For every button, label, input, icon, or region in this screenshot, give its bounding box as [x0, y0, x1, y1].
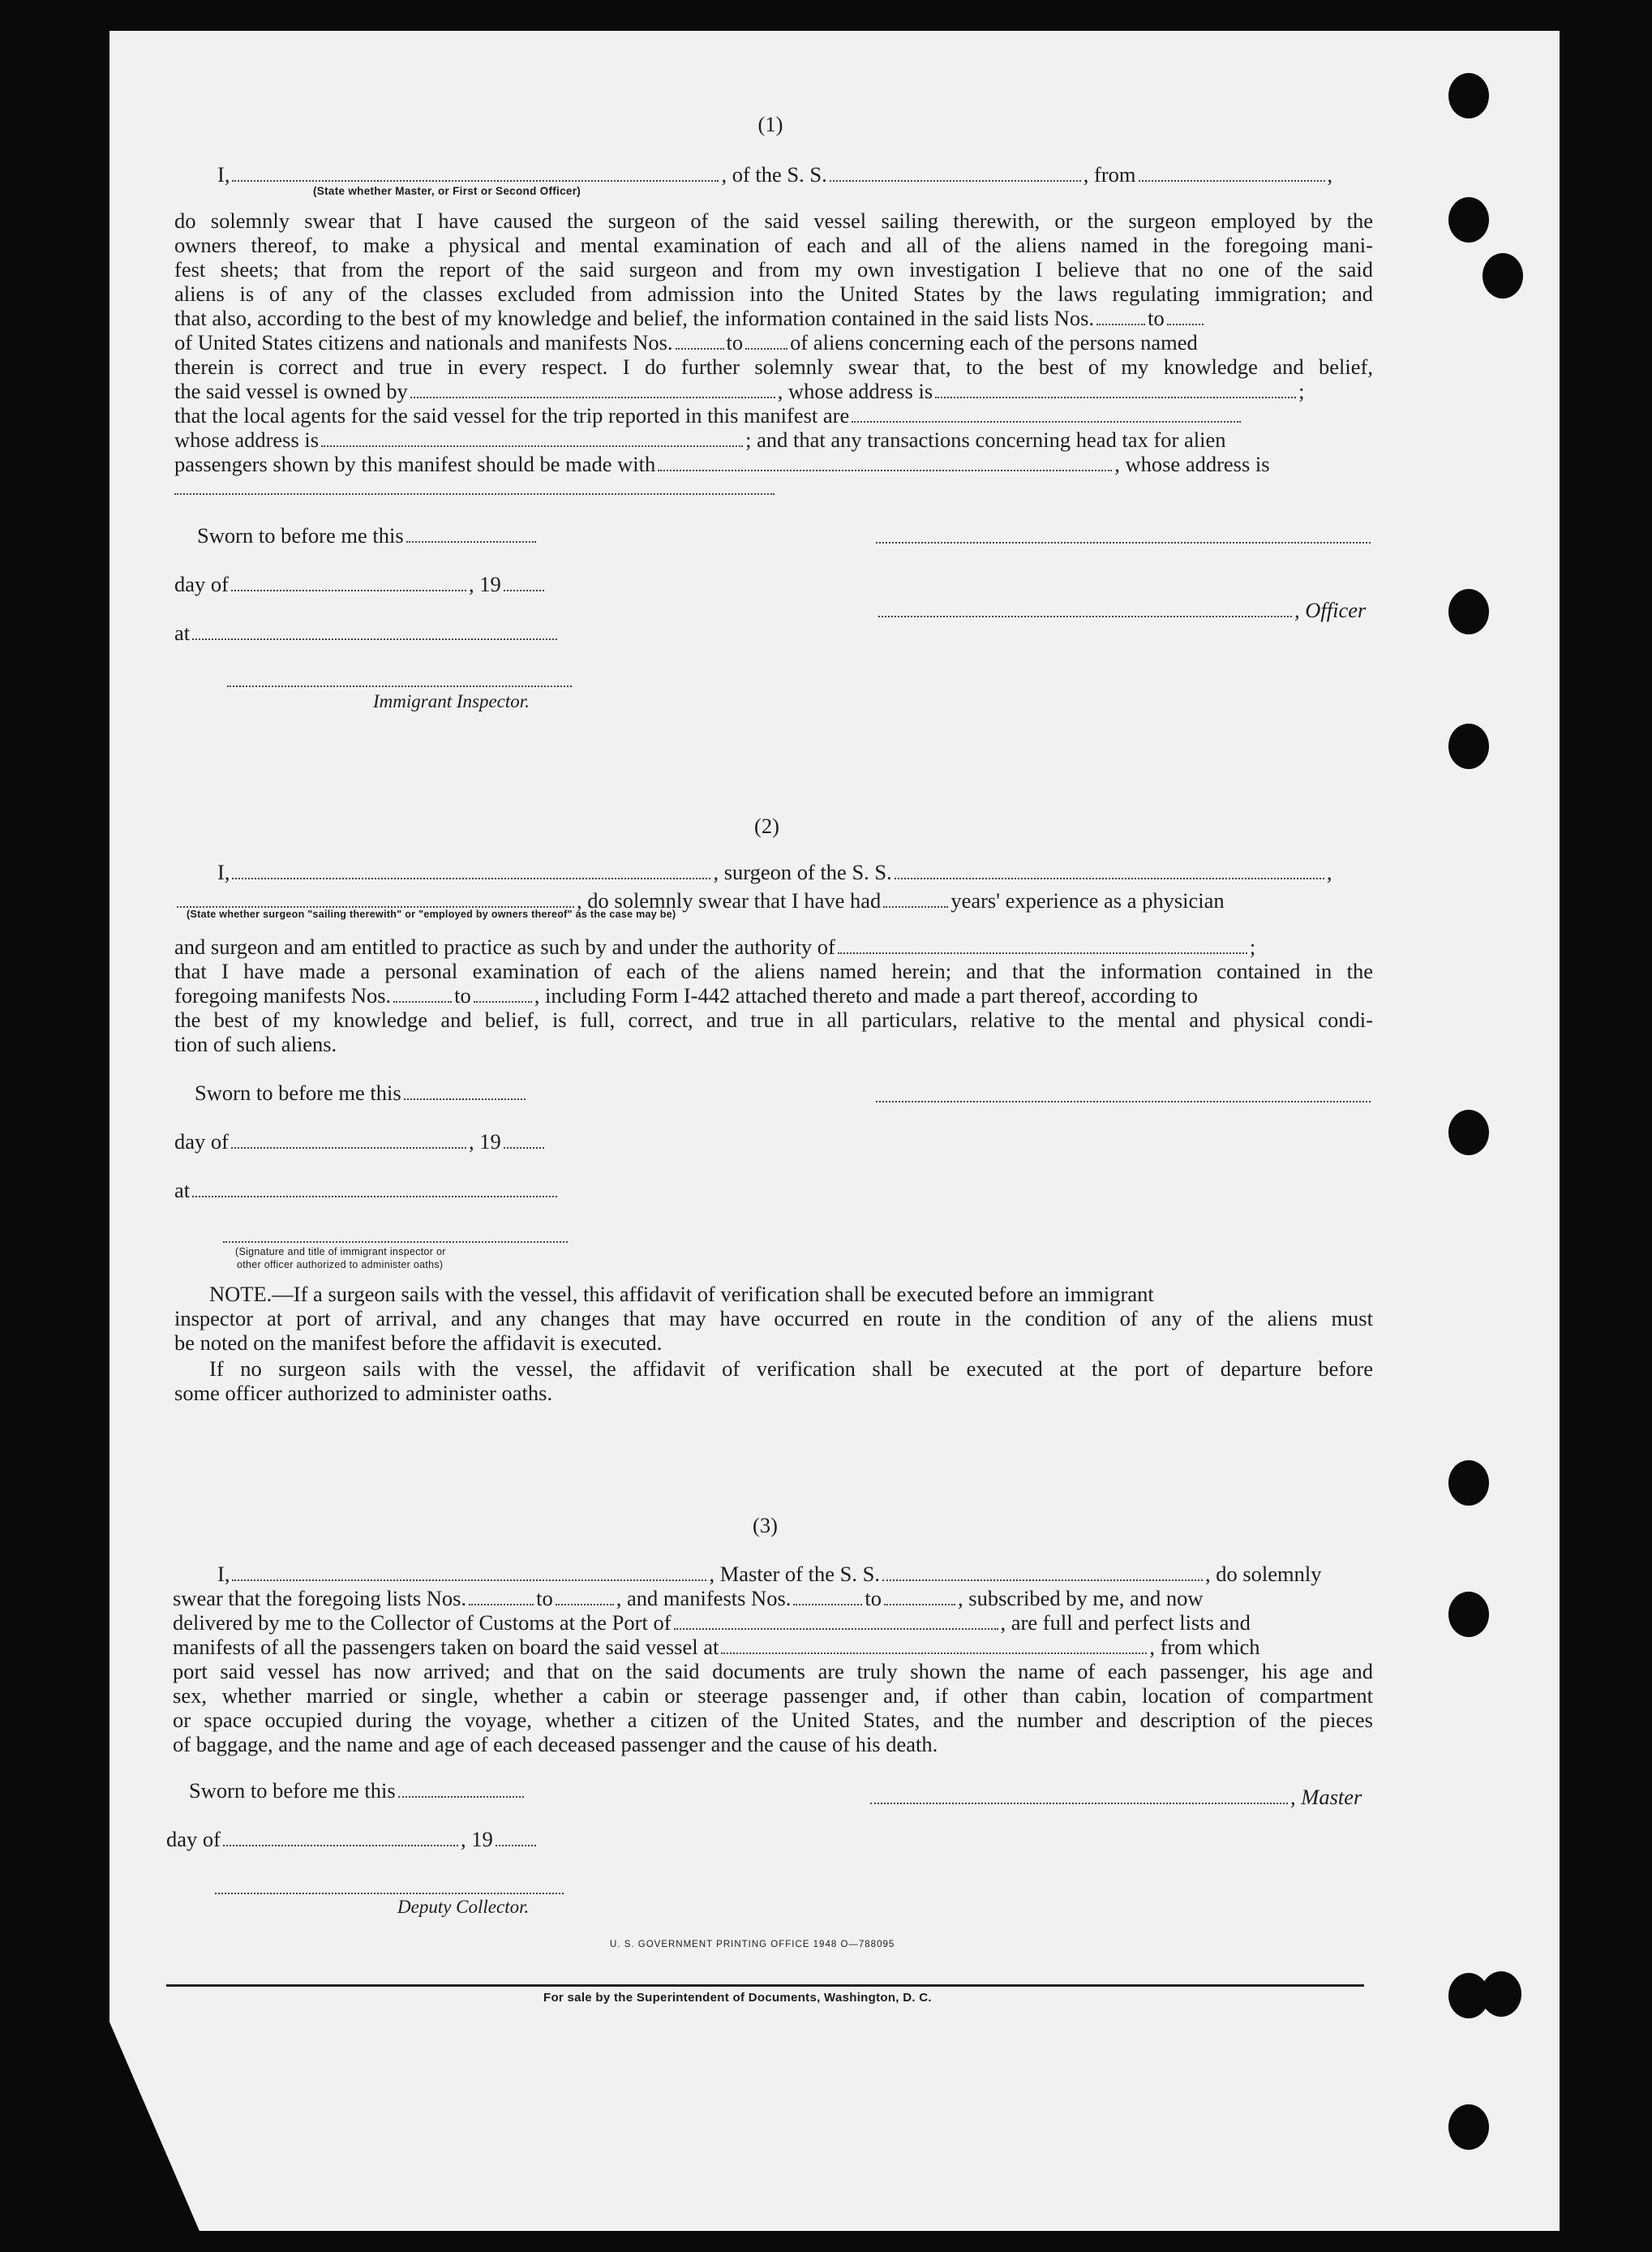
day-label: day of , 19 — [174, 1129, 547, 1154]
sec2-para-line: and surgeon and am entitled to practice as such by and under the authority of ; — [174, 935, 1256, 959]
sec3-para-line: or space occupied during the voyage, whether a citizen of the United States, and the number and description of the pieces — [173, 1708, 1373, 1732]
sec2-para-line: the best of my knowledge and belief, is full, correct, and true in all particulars, relative to the mental and physical condi- — [174, 1008, 1373, 1032]
printing-office-line: U. S. GOVERNMENT PRINTING OFFICE 1948 O—788095 — [610, 1940, 895, 1949]
address-line — [174, 493, 775, 495]
sec1-para-line: do solemnly swear that I have caused the surgeon of the said vessel sailing therewith, or the surgeon employed by the — [174, 208, 1373, 233]
surgeon-type-note: (State whether surgeon "sailing therewith" or "employed by owners thereof" as the case may be) — [187, 909, 676, 920]
note-line: NOTE.—If a surgeon sails with the vessel, this affidavit of verification shall be executed before an immigrant — [209, 1282, 1154, 1306]
at-label: at — [174, 621, 560, 645]
inspector-signature-line — [227, 685, 572, 687]
deputy-collector-label: Deputy Collector. — [397, 1897, 530, 1917]
sec3-para-line: manifests of all the passengers taken on board the said vessel at , from which — [173, 1635, 1260, 1659]
section-2-number: (2) — [754, 814, 779, 838]
section-3-number: (3) — [753, 1513, 778, 1537]
surgeon-signature-line — [876, 1101, 1371, 1102]
binder-hole — [1448, 197, 1489, 243]
sec1-para-line: passengers shown by this manifest should be made with , whose address is — [174, 452, 1270, 476]
binder-hole — [1448, 1460, 1489, 1506]
binder-hole — [1481, 1971, 1521, 2017]
for-sale-line: For sale by the Superintendent of Documents, Washington, D. C. — [543, 1991, 932, 2005]
section-1-oath-line: I, , of the S. S. , from , — [217, 162, 1333, 187]
binder-hole — [1448, 589, 1489, 634]
sec2-para-line: tion of such aliens. — [174, 1032, 337, 1056]
sec3-para-line: swear that the foregoing lists Nos. to , and manifests Nos. to , subscribed by me, and now — [173, 1586, 1204, 1610]
note-line: If no surgeon sails with the vessel, the affidavit of verification shall be executed at the port of departure before — [209, 1356, 1373, 1381]
officer-type-note: (State whether Master, or First or Second Officer) — [313, 185, 581, 197]
sec3-para-line: sex, whether married or single, whether a cabin or steerage passenger and, if other than cabin, location of compartment — [173, 1683, 1373, 1708]
note-line: some officer authorized to administer oaths. — [174, 1381, 553, 1405]
signature-title-note: (Signature and title of immigrant inspector or — [235, 1246, 446, 1257]
sec2-para-line: foregoing manifests Nos. to , including Form I-442 attached thereto and made a part thereof, according to — [174, 983, 1199, 1008]
officer-label: , Officer — [876, 598, 1366, 622]
section-2-oath-line: I, , surgeon of the S. S. , — [217, 860, 1332, 884]
binder-hole — [1448, 1110, 1489, 1155]
at-label: at — [174, 1178, 560, 1202]
binder-hole — [1448, 2104, 1489, 2150]
officer-signature-line — [876, 542, 1371, 544]
day-label: day of , 19 — [166, 1827, 539, 1851]
binder-hole — [1483, 253, 1523, 299]
master-label: , Master — [868, 1785, 1362, 1809]
sec1-para-line: aliens is of any of the classes excluded from admission into the United States by the laws regulating immigration; and — [174, 282, 1373, 306]
sec1-para-line: of United States citizens and nationals and manifests Nos. to of aliens concerning each of the persons named — [174, 330, 1198, 355]
sec3-para-line: delivered by me to the Collector of Customs at the Port of , are full and perfect lists and — [173, 1610, 1251, 1635]
binder-hole — [1448, 724, 1489, 769]
collector-signature-line — [215, 1893, 564, 1894]
inspector-signature-line — [223, 1241, 568, 1243]
sec1-para-line: that the local agents for the said vessel for the trip reported in this manifest are — [174, 403, 1243, 428]
sec2-para-line: that I have made a personal examination of each of the aliens named herein; and that the information contained in the — [174, 959, 1373, 983]
sworn-label: Sworn to before me this — [189, 1778, 526, 1803]
sec1-para-line: whose address is ; and that any transactions concerning head tax for alien — [174, 428, 1226, 452]
section-1-number: (1) — [757, 112, 783, 136]
section-2-experience-line: , do solemnly swear that I have had years' experience as a physician — [174, 888, 1225, 913]
sworn-label: Sworn to before me this — [197, 523, 539, 548]
binder-hole — [1448, 1592, 1489, 1637]
sworn-label: Sworn to before me this — [195, 1081, 528, 1105]
sec3-para-line: of baggage, and the name and age of each deceased passenger and the cause of his death. — [173, 1732, 938, 1756]
signature-title-note: other officer authorized to administer oaths) — [237, 1259, 444, 1270]
note-line: be noted on the manifest before the affidavit is executed. — [174, 1330, 663, 1355]
sec3-para-line: port said vessel has now arrived; and that on the said documents are truly shown the name of each passenger, his age and — [173, 1659, 1373, 1683]
binder-hole — [1448, 73, 1489, 118]
immigrant-inspector-label: Immigrant Inspector. — [373, 691, 530, 711]
sec1-para-line: therein is correct and true in every respect. I do further solemnly swear that, to the best of my knowledge and belief, — [174, 355, 1373, 379]
note-line: inspector at port of arrival, and any changes that may have occurred en route in the condition of any of the aliens must — [174, 1306, 1373, 1330]
sec1-para-line: fest sheets; that from the report of the said surgeon and from my own investigation I believe that no one of the said — [174, 257, 1373, 282]
footer-rule — [166, 1984, 1364, 1987]
sec1-para-line: the said vessel is owned by , whose address is ; — [174, 379, 1305, 403]
section-3-oath-line: I, , Master of the S. S. , do solemnly — [217, 1562, 1322, 1586]
sec1-para-line: owners thereof, to make a physical and mental examination of each and all of the aliens named in the foregoing mani- — [174, 233, 1373, 257]
sec1-para-line: that also, according to the best of my knowledge and belief, the information contained in the said lists Nos. to — [174, 306, 1206, 330]
day-label: day of , 19 — [174, 572, 547, 596]
